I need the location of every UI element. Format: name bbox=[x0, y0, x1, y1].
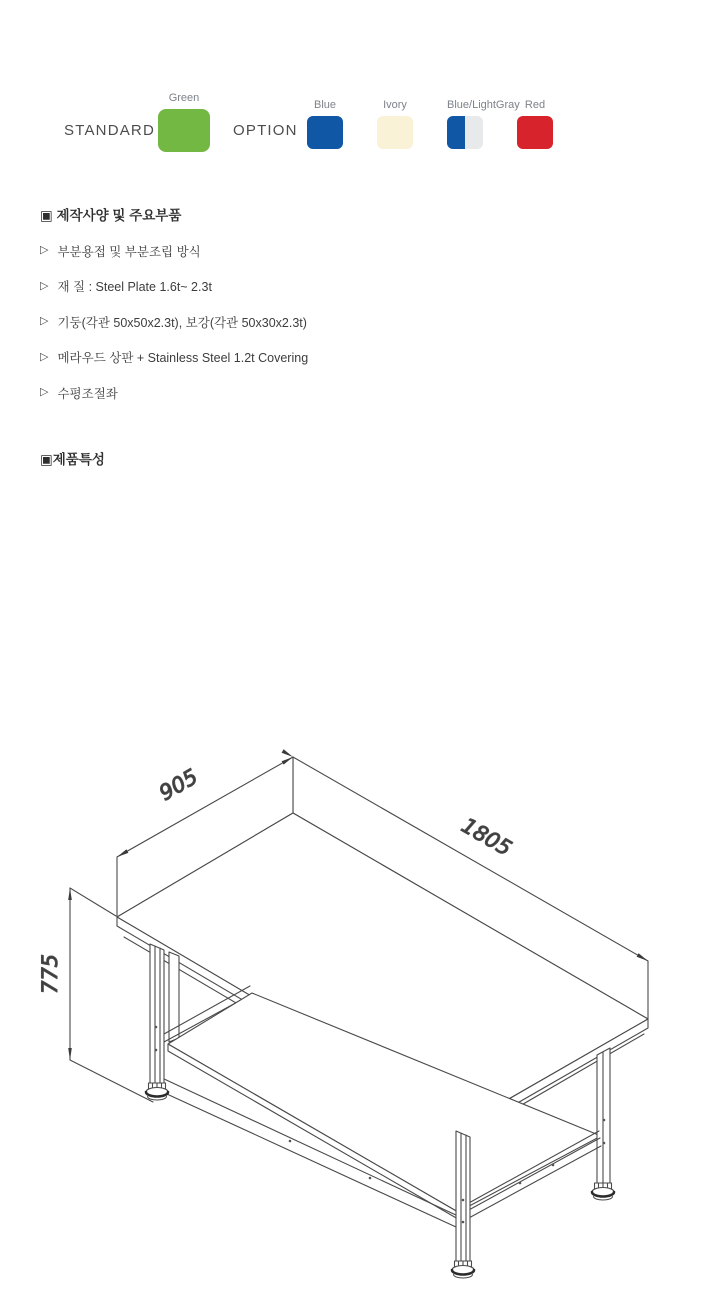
spec-item-text: 부분용접 및 부분조립 방식 bbox=[57, 244, 201, 259]
swatch-name: Blue bbox=[313, 99, 337, 111]
spec-item-text: 메라우드 상판 + Stainless Steel 1.2t Covering bbox=[57, 351, 309, 365]
front-left-leg bbox=[150, 944, 164, 1084]
features-section-heading: ▣제품특성 bbox=[40, 452, 105, 467]
spec-item-text: 수평조절좌 bbox=[57, 386, 118, 401]
dimension-label-length: 1805 bbox=[457, 813, 516, 861]
swatch-name: Blue/LightGray bbox=[447, 99, 520, 111]
swatch-name: Ivory bbox=[383, 99, 407, 111]
triangle-bullet-icon: ▷ bbox=[40, 350, 49, 363]
back-right-leg bbox=[597, 1048, 610, 1183]
dimension-label-depth: 905 bbox=[155, 764, 202, 806]
front-left-foot bbox=[146, 1083, 168, 1100]
triangle-bullet-icon: ▷ bbox=[40, 279, 49, 292]
spec-section-heading: ▣ 제작사양 및 주요부품 bbox=[40, 208, 182, 223]
triangle-bullet-icon: ▷ bbox=[40, 386, 49, 398]
option-label: OPTION bbox=[233, 122, 298, 139]
swatch-name-green: Green bbox=[168, 92, 200, 104]
front-right-leg bbox=[456, 1131, 470, 1262]
front-right-foot bbox=[452, 1261, 474, 1278]
standard-label: STANDARD bbox=[64, 122, 155, 139]
swatch-name: Red bbox=[524, 99, 546, 111]
dimension-label-height: 775 bbox=[38, 953, 62, 995]
back-right-foot bbox=[592, 1183, 614, 1200]
triangle-bullet-icon: ▷ bbox=[40, 244, 49, 256]
spec-item-text: 기둥(각관 50x50x2.3t), 보강(각관 50x30x2.3t) bbox=[57, 315, 307, 330]
spec-item-text: 재 질 : Steel Plate 1.6t~ 2.3t bbox=[57, 280, 212, 294]
triangle-bullet-icon: ▷ bbox=[40, 315, 49, 327]
